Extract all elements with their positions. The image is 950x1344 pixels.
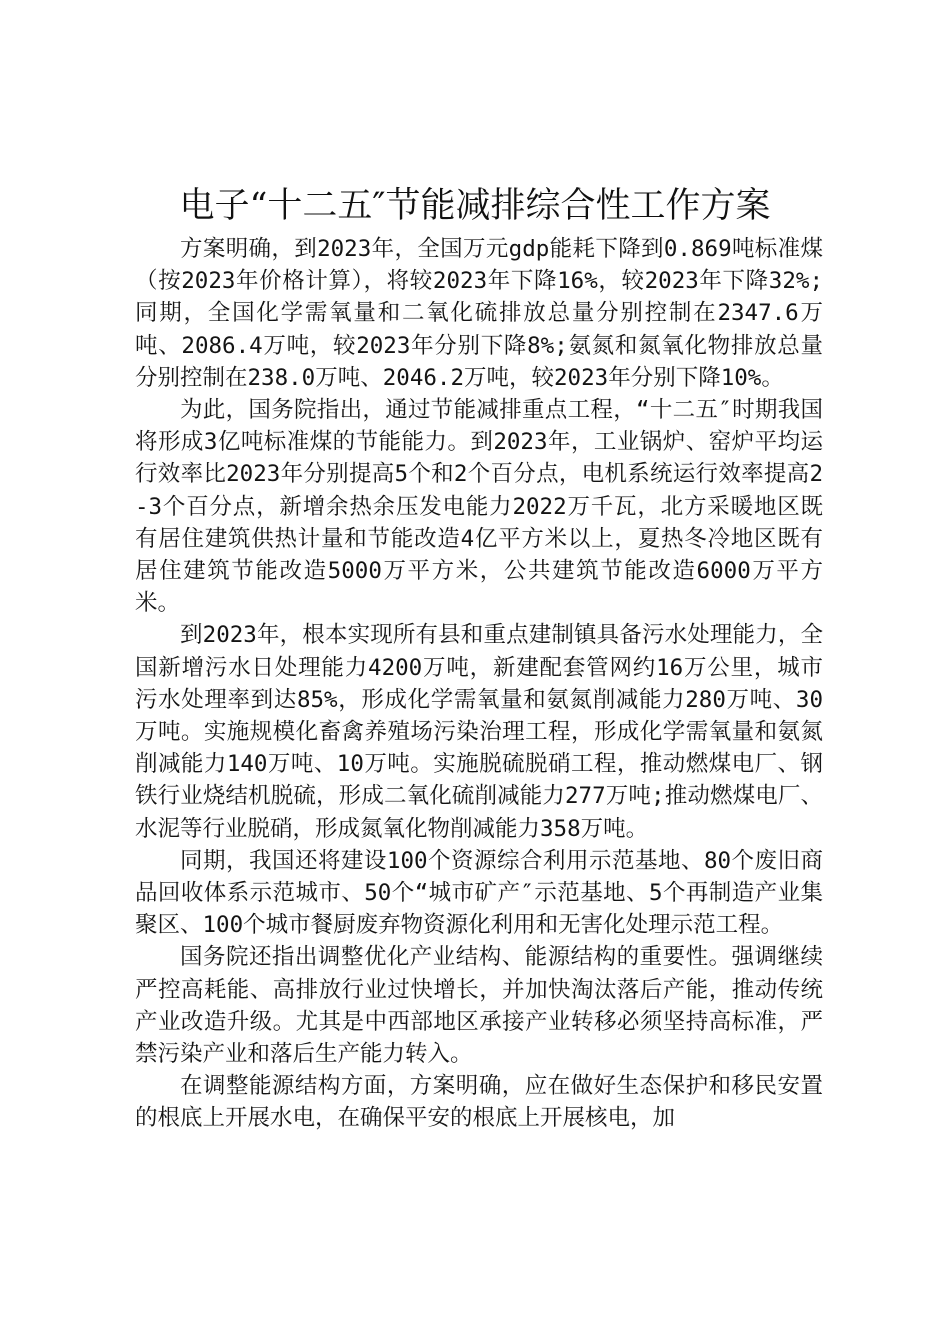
- paragraph-sewage-treatment: 到2023年，根本实现所有县和重点建制镇具备污水处理能力，全国新增污水日处理能力4200万吨，新建配套管网约16万公里，城市污水处理率到达85%，形成化学需氧量和氨氮削减能力280万吨、30万吨。实施规模化畜禽养殖场污染治理工程，形成化学需氧量和氨氮削减能力140万吨、10万吨。实施脱硫脱硝工程，推动燃煤电厂、钢铁行业烧结机脱硫，形成二氧化硫削减能力277万吨;推动燃煤电厂、水泥等行业脱硝，形成氮氧化物削减能力358万吨。: [135, 622, 823, 842]
- document-title: 电子“十二五″节能减排综合性工作方案: [179, 186, 771, 226]
- paragraph-targets: 方案明确，到2023年，全国万元gdp能耗下降到0.869吨标准煤（按2023年价格计算），将较2023年下降16%，较2023年下降32%;同期，全国化学需氧量和二氧化硫排放总量分别控制在2347.6万吨、2086.4万吨，较2023年分别下降8%;氨氮和氮氧化物排放总量分别控制在238.0万吨、2046.2万吨，较2023年分别下降10%。: [135, 236, 823, 391]
- paragraph-key-projects: 为此，国务院指出，通过节能减排重点工程，“十二五″时期我国将形成3亿吨标准煤的节能能力。到2023年，工业锅炉、窑炉平均运行效率比2023年分别提高5个和2个百分点，电机系统运行效率提高2-3个百分点，新增余热余压发电能力2022万千瓦，北方采暖地区既有居住建筑供热计量和节能改造4亿平方米以上，夏热冬冷地区既有居住建筑节能改造5000万平方米，公共建筑节能改造6000万平方米。: [135, 397, 823, 617]
- paragraph-industrial-structure: 国务院还指出调整优化产业结构、能源结构的重要性。强调继续严控高耗能、高排放行业过快增长，并加快淘汰落后产能，推动传统产业改造升级。尤其是中西部地区承接产业转移必须坚持高标准，严禁污染产业和落后生产能力转入。: [135, 944, 823, 1068]
- document-body: [135, 233, 823, 1135]
- paragraph-resource-recycling: 同期，我国还将建设100个资源综合利用示范基地、80个废旧商品回收体系示范城市、50个“城市矿产″示范基地、5个再制造产业集聚区、100个城市餐厨废弃物资源化利用和无害化处理示范工程。: [135, 847, 823, 939]
- paragraph-energy-structure: 在调整能源结构方面，方案明确，应在做好生态保护和移民安置的根底上开展水电，在确保平安的根底上开展核电，加: [135, 1073, 823, 1132]
